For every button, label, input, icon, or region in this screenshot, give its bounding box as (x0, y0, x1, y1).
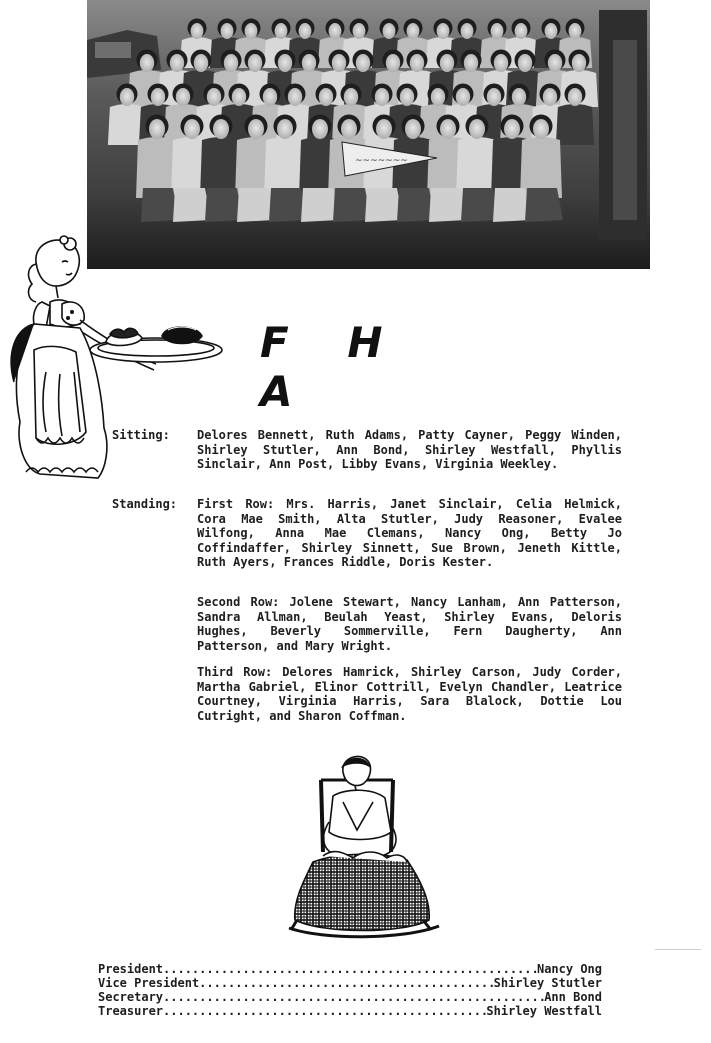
officer-role: President (98, 962, 164, 976)
svg-text:~~~~~~~: ~~~~~~~ (355, 156, 408, 166)
divider-line (655, 949, 701, 950)
sitting-label: Sitting: (112, 428, 170, 442)
officer-row-treasurer (98, 1004, 602, 1018)
standing-label: Standing: (112, 497, 178, 511)
leader-dots (163, 962, 537, 976)
seated-lady-illustration (283, 752, 443, 942)
officer-row-president (98, 962, 602, 976)
group-photograph (87, 0, 650, 269)
officer-name: Shirley Stutler (493, 976, 602, 990)
officer-role: Treasurer (98, 1004, 164, 1018)
officer-name: Shirley Westfall (486, 1004, 602, 1018)
officer-row-vice-president (98, 976, 602, 990)
sitting-names: Delores Bennett, Ruth Adams, Patty Cayner, Peggy Winden, Shirley Stutler, Ann Bond, Shirley Westfall, Phyllis Sinclair, Ann Post, Libby Evans, Virginia Weekley. (197, 428, 622, 471)
officer-row-secretary (98, 990, 602, 1004)
page-title: F H A (260, 318, 405, 416)
officer-role: Secretary (98, 990, 164, 1004)
officer-name: Ann Bond (544, 990, 602, 1004)
officers-list (98, 962, 602, 1018)
officer-role: Vice President (98, 976, 200, 990)
leader-dots (163, 990, 544, 1004)
standing-second-row: Second Row: Jolene Stewart, Nancy Lanham, Ann Patterson, Sandra Allman, Beulah Yeast, Shirley Evans, Deloris Hughes, Beverly Sommerville, Fern Daugherty, Ann Patterson, and Mary Wright. (197, 595, 622, 653)
waitress-illustration (6, 232, 226, 484)
officer-name: Nancy Ong (536, 962, 602, 976)
leader-dots (199, 976, 493, 990)
leader-dots (163, 1004, 486, 1018)
standing-first-row: First Row: Mrs. Harris, Janet Sinclair, Celia Helmick, Cora Mae Smith, Alta Stutler, Judy Reasoner, Evalee Wilfong, Anna Mae Clemans, Nancy Ong, Betty Jo Coffindaffer, Shirley Sinnett, Sue Brown, Jeneth Kittle, Ruth Ayers, Frances Riddle, Doris Kester. (197, 497, 622, 569)
standing-third-row: Third Row: Delores Hamrick, Shirley Carson, Judy Corder, Martha Gabriel, Elinor Cottrill, Evelyn Chandler, Leatrice Courtney, Virginia Harris, Sara Blalock, Dottie Lou Cutright, and Sharon Coffman. (197, 665, 622, 723)
